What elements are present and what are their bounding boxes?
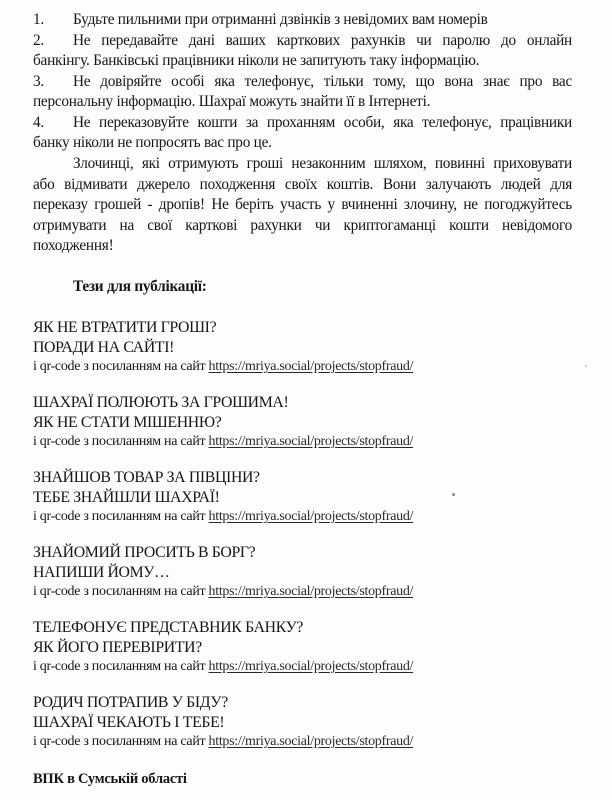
- stopfraud-link[interactable]: https://mriya.social/projects/stopfraud/: [208, 659, 414, 674]
- thesis-subheadline: ШАХРАЇ ЧЕКАЮТЬ І ТЕБЕ!: [33, 714, 225, 731]
- list-number: 3.: [33, 73, 44, 90]
- qr-prefix: і qr-code з посиланням на сайт: [33, 659, 206, 674]
- list-text: Не передавайте дані ваших карткових рахунків чи паролю до онлайн: [73, 32, 572, 49]
- thesis-subheadline: ЯК ЙОГО ПЕРЕВІРИТИ?: [33, 639, 202, 656]
- list-text: Не довіряйте особі яка телефонує, тільки тому, що вона знає про вас: [73, 73, 572, 90]
- list-item-3-line-1: [33, 73, 572, 91]
- paragraph-line-5: походження!: [33, 237, 114, 254]
- list-number: 1.: [33, 11, 44, 28]
- stopfraud-link[interactable]: https://mriya.social/projects/stopfraud/: [208, 509, 414, 524]
- qr-prefix: і qr-code з посиланням на сайт: [33, 509, 206, 524]
- paragraph-line-2: або відмивати джерело походження своїх коштів. Вони залучають людей для: [33, 176, 572, 193]
- signature: ВПК в Сумській області: [33, 771, 187, 787]
- thesis-qr-line: [33, 433, 413, 451]
- list-number: 2.: [33, 32, 44, 49]
- list-item-3-line-2: персональну інформацію. Шахраї можуть знайти її в Інтернеті.: [33, 93, 431, 110]
- list-text: Не переказовуйте кошти за проханням особи, яка телефонує, працівники: [73, 114, 572, 131]
- thesis-subheadline: ТЕБЕ ЗНАЙШЛИ ШАХРАЇ!: [33, 489, 220, 506]
- thesis-headline: ЗНАЙОМИЙ ПРОСИТЬ В БОРГ?: [33, 544, 256, 561]
- list-text: Будьте пильними при отриманні дзвінків з невідомих вам номерів: [73, 11, 488, 28]
- thesis-qr-line: [33, 358, 413, 376]
- thesis-headline: РОДИЧ ПОТРАПИВ У БІДУ?: [33, 694, 228, 711]
- thesis-subheadline: ПОРАДИ НА САЙТІ!: [33, 339, 175, 356]
- list-item-4-line-2: банку ніколи не попросять вас про це.: [33, 134, 272, 151]
- paragraph-line-4: отримувати на свої карткові рахунки чи криптогаманці кошти невідомого: [33, 217, 572, 234]
- thesis-headline: ТЕЛЕФОНУЄ ПРЕДСТАВНИК БАНКУ?: [33, 619, 304, 636]
- stopfraud-link[interactable]: https://mriya.social/projects/stopfraud/: [208, 734, 414, 749]
- thesis-qr-line: [33, 658, 413, 676]
- paragraph-line-1: Злочинці, які отримують гроші незаконним шляхом, повинні приховувати: [73, 155, 572, 172]
- scan-speck: [452, 493, 455, 496]
- stopfraud-link[interactable]: https://mriya.social/projects/stopfraud/: [208, 359, 414, 374]
- thesis-headline: ЗНАЙШОВ ТОВАР ЗА ПІВЦІНИ?: [33, 469, 260, 486]
- qr-prefix: і qr-code з посиланням на сайт: [33, 584, 206, 599]
- paragraph-line-3: переказу грошей - дропів! Не беріть участь у вчиненні злочину, не погоджуйтесь: [33, 196, 572, 213]
- thesis-qr-line: [33, 508, 413, 526]
- thesis-headline: ЯК НЕ ВТРАТИТИ ГРОШІ?: [33, 319, 217, 336]
- list-item-4-line-1: [33, 114, 572, 132]
- thesis-qr-line: [33, 583, 413, 601]
- qr-prefix: і qr-code з посиланням на сайт: [33, 734, 206, 749]
- section-heading: Тези для публікації:: [73, 278, 207, 295]
- list-item-2-line-2: банкінгу. Банківські працівники ніколи не запитують таку інформацію.: [33, 52, 480, 69]
- stopfraud-link[interactable]: https://mriya.social/projects/stopfraud/: [208, 434, 414, 449]
- qr-prefix: і qr-code з посиланням на сайт: [33, 359, 206, 374]
- list-item-2-line-1: [33, 32, 572, 50]
- scan-speck: [585, 365, 587, 367]
- list-item-1: [33, 11, 572, 29]
- thesis-subheadline: ЯК НЕ СТАТИ МІШЕННЮ?: [33, 414, 222, 431]
- thesis-qr-line: [33, 733, 413, 751]
- thesis-subheadline: НАПИШИ ЙОМУ…: [33, 564, 170, 581]
- list-number: 4.: [33, 114, 44, 131]
- thesis-headline: ШАХРАЇ ПОЛЮЮТЬ ЗА ГРОШИМА!: [33, 394, 289, 411]
- qr-prefix: і qr-code з посиланням на сайт: [33, 434, 206, 449]
- stopfraud-link[interactable]: https://mriya.social/projects/stopfraud/: [208, 584, 414, 599]
